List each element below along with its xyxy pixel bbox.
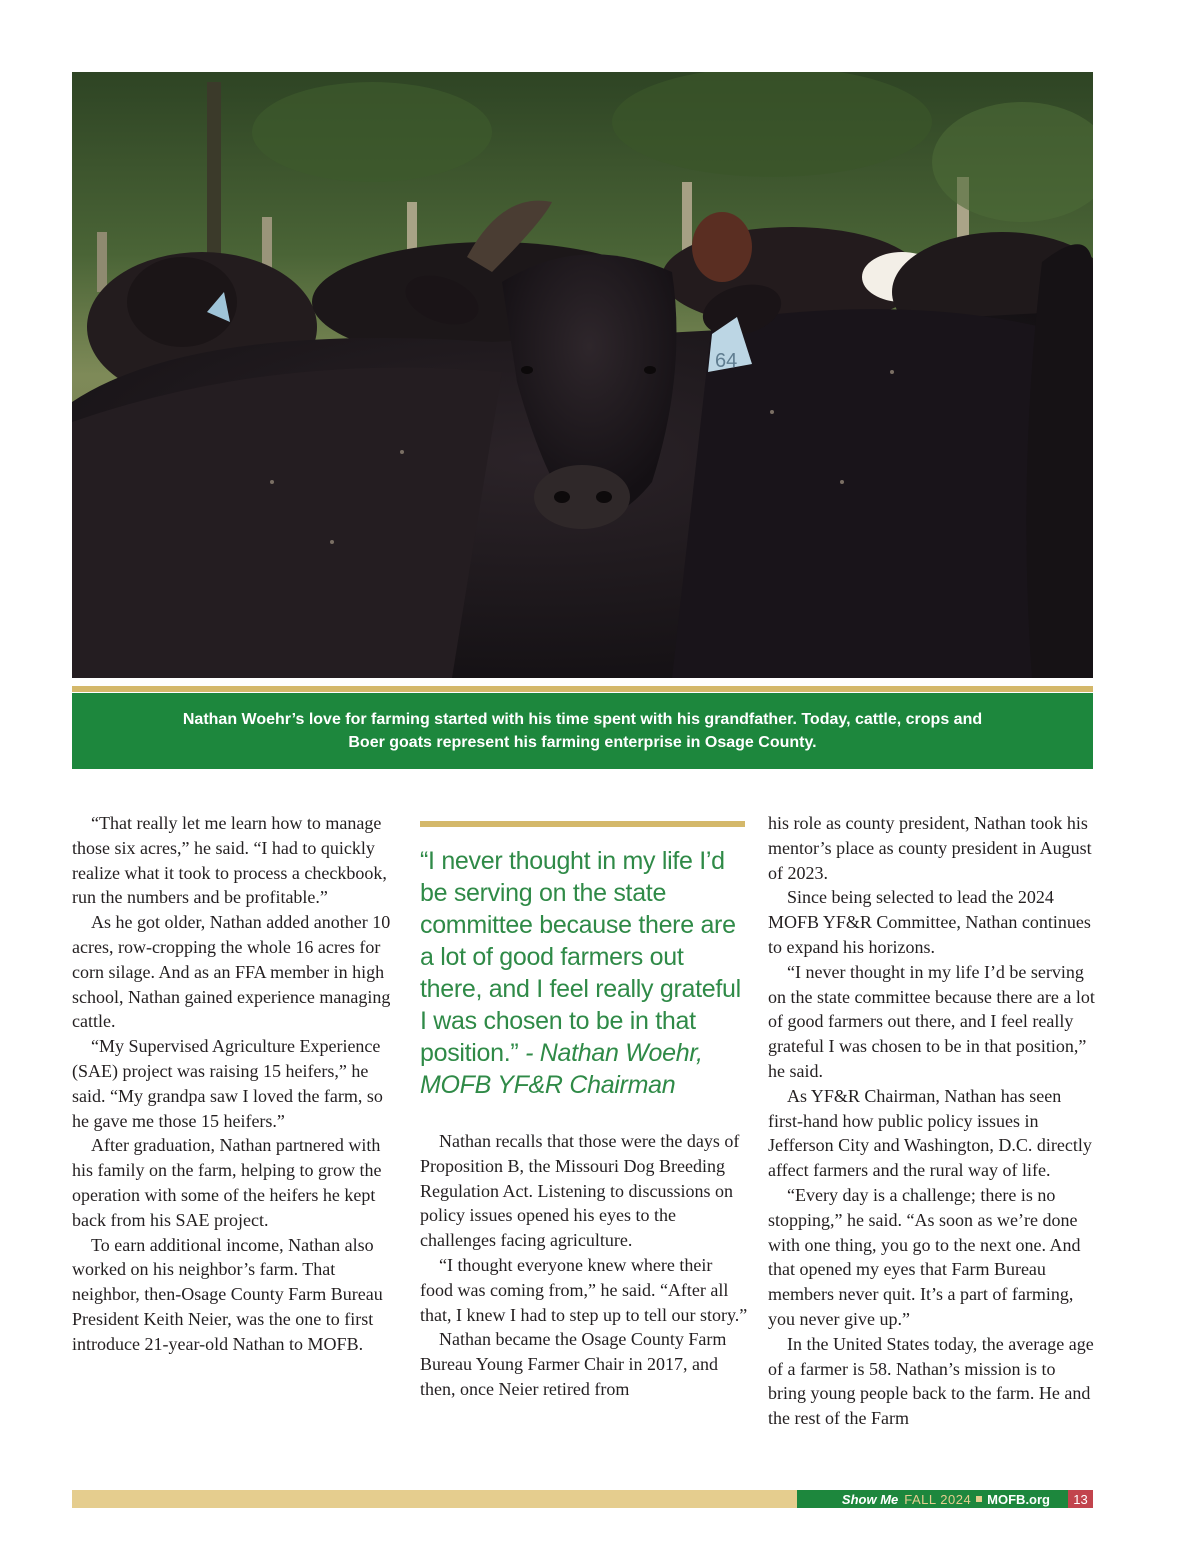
paragraph: his role as county president, Nathan took his mentor’s place as county president in August of 2023.	[768, 813, 1092, 883]
pull-quote-attribution: - Nathan Woehr, MOFB YF&R Chairman	[420, 1039, 703, 1099]
pull-quote-rule	[420, 821, 745, 827]
article-column-2	[420, 1129, 748, 1402]
paragraph: As he got older, Nathan added another 10 acres, row-cropping the whole 16 acres for corn silage. And as an FFA member in high school, Nathan gained experience managing cattle.	[72, 912, 391, 1032]
pull-quote	[420, 845, 750, 1101]
pull-quote-text: “I never thought in my life I’d be serving on the state committee because there are a lot of good farmers out there, and I feel really grateful I was chosen to be in that position.”	[420, 847, 741, 1067]
article-column-1	[72, 811, 400, 1357]
paragraph: As YF&R Chairman, Nathan has seen first-hand how public policy issues in Jefferson City and Washington, D.C. directly affect farmers and the rural way of life.	[768, 1085, 1092, 1181]
cattle-photo	[72, 72, 1093, 678]
paragraph: To earn additional income, Nathan also worked on his neighbor’s farm. That neighbor, then-Osage County Farm Bureau President Keith Neier, was the one to first introduce 21-year-old Nathan to MOFB.	[72, 1234, 383, 1354]
article-column-3	[768, 811, 1096, 1431]
paragraph: In the United States today, the average age of a farmer is 58. Nathan’s mission is to bring young people back to the farm. He and the rest of the Farm	[768, 1333, 1094, 1429]
issue-season: FALL 2024	[904, 1491, 972, 1507]
paragraph: Since being selected to lead the 2024 MOFB YF&R Committee, Nathan continues to expand his horizons.	[768, 887, 1091, 957]
footer-banner	[797, 1490, 1068, 1508]
paragraph: “My Supervised Agriculture Experience (SAE) project was raising 15 heifers,” he said. “My grandpa saw I loved the farm, so he gave me those 15 heifers.”	[72, 1036, 383, 1131]
separator-square-icon	[976, 1496, 982, 1502]
paragraph: “I never thought in my life I’d be serving on the state committee because there are a lot of good farmers out there, and I feel really grateful I was chosen to be in that position,” he said.	[768, 961, 1095, 1081]
caption-top-rule	[72, 686, 1093, 692]
page-number: 13	[1068, 1490, 1093, 1508]
paragraph: “Every day is a challenge; there is no stopping,” he said. “As soon as we’re done with one thing, you go to the next one. And that opened my eyes that Farm Bureau members never quit. It’s a part of farming, you never give up.”	[768, 1184, 1081, 1329]
ear-tag-number: 64	[715, 350, 738, 372]
website-link[interactable]: MOFB.org	[987, 1491, 1050, 1507]
paragraph: “I thought everyone knew where their food was coming from,” he said. “After all that, I knew I had to step up to tell our story.”	[420, 1254, 748, 1325]
paragraph: Nathan became the Osage County Farm Bureau Young Farmer Chair in 2017, and then, once Neier retired from	[420, 1329, 727, 1399]
photo-caption: Nathan Woehr’s love for farming started with his time spent with his grandfather. Today, cattle, crops and Boer goats represent his farming enterprise in Osage County.	[182, 711, 983, 751]
magazine-brand: Show Me	[841, 1491, 899, 1507]
paragraph: After graduation, Nathan partnered with his family on the farm, helping to grow the operation with some of the heifers he kept back from his SAE project.	[72, 1135, 382, 1230]
photo-caption-box	[72, 693, 1093, 769]
paragraph: “That really let me learn how to manage those six acres,” he said. “I had to quickly realize what it took to process a checkbook, run the numbers and be profitable.”	[72, 813, 387, 908]
paragraph: Nathan recalls that those were the days of Proposition B, the Missouri Dog Breeding Regulation Act. Listening to discussions on policy issues opened his eyes to the challenges facing agriculture.	[420, 1131, 740, 1251]
footer-gold-bar	[72, 1490, 797, 1508]
